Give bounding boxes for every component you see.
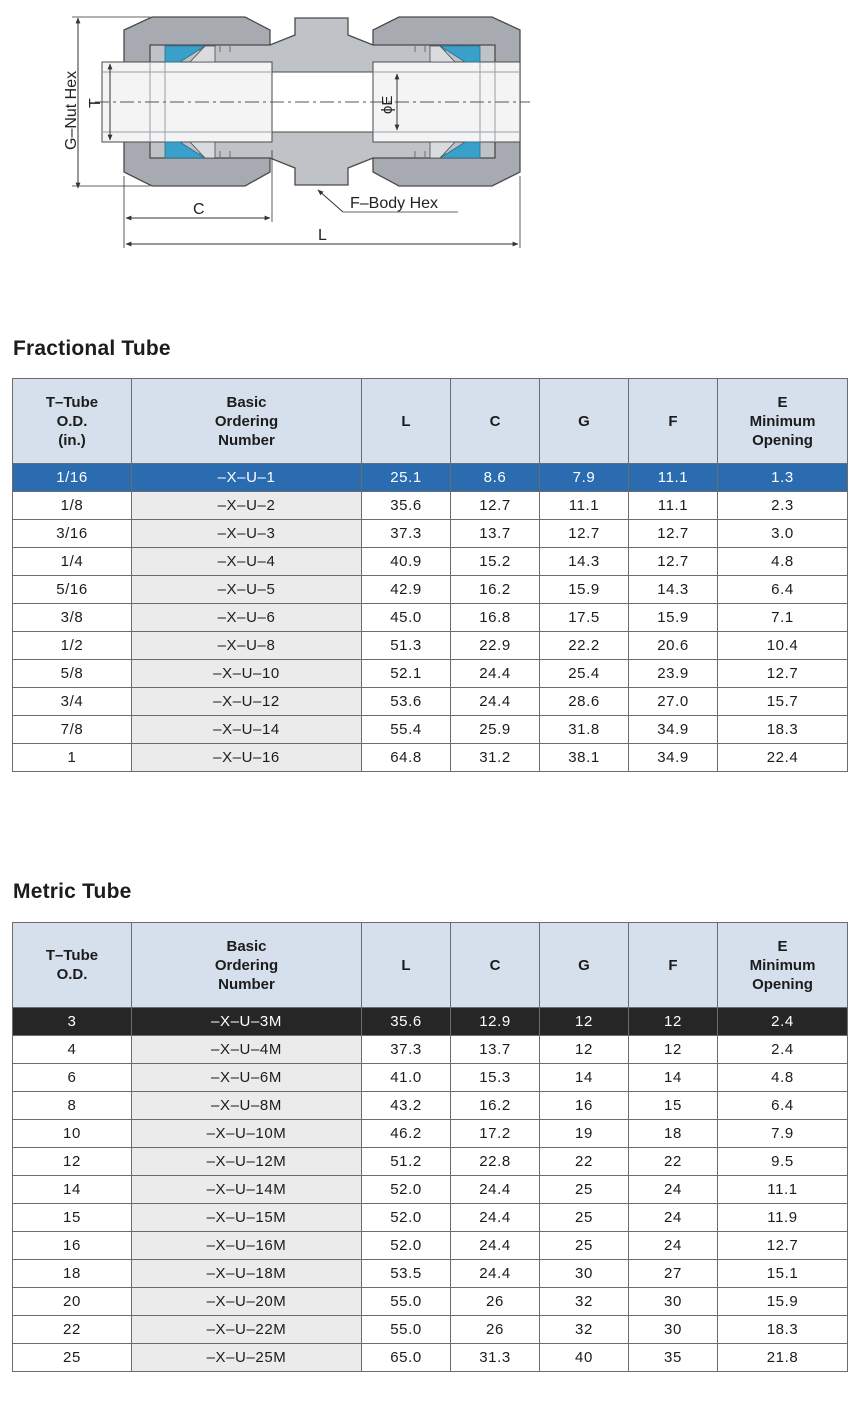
cell-c: 24.4 <box>451 660 540 688</box>
cell-g: 32 <box>540 1316 629 1344</box>
cell-g: 22 <box>540 1148 629 1176</box>
cell-l: 52.1 <box>362 660 451 688</box>
cell-e-min-opening: 15.9 <box>718 1288 848 1316</box>
table-row <box>13 548 848 576</box>
cell-f: 14.3 <box>629 576 718 604</box>
header-l: L <box>362 379 451 464</box>
cell-tube-od: 5/8 <box>13 660 132 688</box>
t-label: T <box>87 98 104 108</box>
table-row <box>13 1344 848 1372</box>
cell-e-min-opening: 15.7 <box>718 688 848 716</box>
cell-f: 12.7 <box>629 548 718 576</box>
table-header-row <box>13 379 848 464</box>
header-e-min-opening: E Minimum Opening <box>718 379 848 464</box>
cell-l: 55.0 <box>362 1288 451 1316</box>
cell-g: 25 <box>540 1232 629 1260</box>
cell-tube-od: 1/4 <box>13 548 132 576</box>
cell-e-min-opening: 2.4 <box>718 1036 848 1064</box>
cell-g: 25 <box>540 1204 629 1232</box>
cell-tube-od: 1/16 <box>13 464 132 492</box>
cell-l: 25.1 <box>362 464 451 492</box>
cell-tube-od: 10 <box>13 1120 132 1148</box>
table-row <box>13 576 848 604</box>
metric-tube-table <box>12 922 848 1372</box>
cell-ordering-number: –X–U–8M <box>132 1092 362 1120</box>
cell-c: 25.9 <box>451 716 540 744</box>
cell-l: 65.0 <box>362 1344 451 1372</box>
cell-ordering-number: –X–U–6 <box>132 604 362 632</box>
cell-f: 12.7 <box>629 520 718 548</box>
cell-e-min-opening: 2.4 <box>718 1008 848 1036</box>
cell-tube-od: 4 <box>13 1036 132 1064</box>
cell-l: 37.3 <box>362 1036 451 1064</box>
cell-c: 13.7 <box>451 520 540 548</box>
table-row <box>13 716 848 744</box>
cell-tube-od: 20 <box>13 1288 132 1316</box>
cell-ordering-number: –X–U–18M <box>132 1260 362 1288</box>
cell-c: 24.4 <box>451 1176 540 1204</box>
table-row <box>13 1092 848 1120</box>
cell-ordering-number: –X–U–10 <box>132 660 362 688</box>
cell-l: 55.0 <box>362 1316 451 1344</box>
cell-l: 52.0 <box>362 1204 451 1232</box>
cell-g: 16 <box>540 1092 629 1120</box>
cell-tube-od: 22 <box>13 1316 132 1344</box>
cell-e-min-opening: 18.3 <box>718 1316 848 1344</box>
cell-e-min-opening: 6.4 <box>718 576 848 604</box>
cell-c: 26 <box>451 1316 540 1344</box>
cell-ordering-number: –X–U–25M <box>132 1344 362 1372</box>
cell-g: 14 <box>540 1064 629 1092</box>
cell-ordering-number: –X–U–4M <box>132 1036 362 1064</box>
cell-g: 15.9 <box>540 576 629 604</box>
cell-g: 28.6 <box>540 688 629 716</box>
table-row <box>13 1288 848 1316</box>
cell-g: 22.2 <box>540 632 629 660</box>
cell-c: 13.7 <box>451 1036 540 1064</box>
cell-l: 55.4 <box>362 716 451 744</box>
cell-f: 24 <box>629 1176 718 1204</box>
cell-c: 16.2 <box>451 576 540 604</box>
header-e-min-opening: E Minimum Opening <box>718 923 848 1008</box>
cell-f: 24 <box>629 1204 718 1232</box>
cell-l: 40.9 <box>362 548 451 576</box>
table-row <box>13 1036 848 1064</box>
table-row <box>13 1008 848 1036</box>
header-tube-od: T–Tube O.D. <box>13 923 132 1008</box>
cell-e-min-opening: 12.7 <box>718 660 848 688</box>
cell-ordering-number: –X–U–5 <box>132 576 362 604</box>
table-row <box>13 1064 848 1092</box>
cell-e-min-opening: 7.9 <box>718 1120 848 1148</box>
cell-e-min-opening: 4.8 <box>718 1064 848 1092</box>
cell-f: 30 <box>629 1316 718 1344</box>
header-c: C <box>451 923 540 1008</box>
cell-f: 34.9 <box>629 744 718 772</box>
cell-ordering-number: –X–U–1 <box>132 464 362 492</box>
table-row <box>13 1260 848 1288</box>
cell-ordering-number: –X–U–15M <box>132 1204 362 1232</box>
cell-l: 52.0 <box>362 1176 451 1204</box>
cell-l: 53.6 <box>362 688 451 716</box>
cell-ordering-number: –X–U–14M <box>132 1176 362 1204</box>
cell-g: 11.1 <box>540 492 629 520</box>
cell-ordering-number: –X–U–10M <box>132 1120 362 1148</box>
cell-c: 26 <box>451 1288 540 1316</box>
cell-tube-od: 5/16 <box>13 576 132 604</box>
header-ordering-number: Basic Ordering Number <box>132 923 362 1008</box>
cell-g: 30 <box>540 1260 629 1288</box>
cell-c: 15.3 <box>451 1064 540 1092</box>
cell-tube-od: 8 <box>13 1092 132 1120</box>
cell-c: 31.2 <box>451 744 540 772</box>
header-f: F <box>629 379 718 464</box>
header-g: G <box>540 379 629 464</box>
table-row <box>13 604 848 632</box>
cell-g: 19 <box>540 1120 629 1148</box>
cell-f: 12 <box>629 1008 718 1036</box>
table-row <box>13 1120 848 1148</box>
cell-tube-od: 12 <box>13 1148 132 1176</box>
cell-ordering-number: –X–U–14 <box>132 716 362 744</box>
cell-ordering-number: –X–U–20M <box>132 1288 362 1316</box>
cell-g: 38.1 <box>540 744 629 772</box>
cell-tube-od: 3/16 <box>13 520 132 548</box>
cell-g: 12.7 <box>540 520 629 548</box>
cell-f: 23.9 <box>629 660 718 688</box>
cell-e-min-opening: 18.3 <box>718 716 848 744</box>
cell-tube-od: 3/4 <box>13 688 132 716</box>
cell-tube-od: 15 <box>13 1204 132 1232</box>
cell-tube-od: 3/8 <box>13 604 132 632</box>
cell-l: 41.0 <box>362 1064 451 1092</box>
cell-e-min-opening: 7.1 <box>718 604 848 632</box>
cell-g: 14.3 <box>540 548 629 576</box>
cell-ordering-number: –X–U–22M <box>132 1316 362 1344</box>
cell-ordering-number: –X–U–6M <box>132 1064 362 1092</box>
cell-e-min-opening: 15.1 <box>718 1260 848 1288</box>
table-row <box>13 1148 848 1176</box>
cell-c: 12.7 <box>451 492 540 520</box>
cell-tube-od: 6 <box>13 1064 132 1092</box>
cell-l: 35.6 <box>362 492 451 520</box>
table-row <box>13 660 848 688</box>
table-row <box>13 1232 848 1260</box>
c-label: C <box>193 201 205 218</box>
cell-g: 17.5 <box>540 604 629 632</box>
cell-c: 31.3 <box>451 1344 540 1372</box>
cell-ordering-number: –X–U–16M <box>132 1232 362 1260</box>
fractional-tube-table <box>12 378 848 772</box>
union-fitting-diagram <box>0 0 865 300</box>
header-c: C <box>451 379 540 464</box>
cell-c: 24.4 <box>451 1204 540 1232</box>
cell-e-min-opening: 12.7 <box>718 1232 848 1260</box>
header-g: G <box>540 923 629 1008</box>
cell-e-min-opening: 22.4 <box>718 744 848 772</box>
cell-g: 31.8 <box>540 716 629 744</box>
cell-g: 25.4 <box>540 660 629 688</box>
cell-g: 32 <box>540 1288 629 1316</box>
cell-f: 14 <box>629 1064 718 1092</box>
cell-f: 11.1 <box>629 492 718 520</box>
table-row <box>13 1316 848 1344</box>
cell-c: 16.8 <box>451 604 540 632</box>
table-header-row <box>13 923 848 1008</box>
cell-l: 53.5 <box>362 1260 451 1288</box>
cell-g: 40 <box>540 1344 629 1372</box>
header-f: F <box>629 923 718 1008</box>
cell-ordering-number: –X–U–4 <box>132 548 362 576</box>
cell-l: 51.2 <box>362 1148 451 1176</box>
fractional-tube-title: Fractional Tube <box>13 337 171 360</box>
cell-ordering-number: –X–U–2 <box>132 492 362 520</box>
table-row <box>13 688 848 716</box>
cell-tube-od: 3 <box>13 1008 132 1036</box>
cell-l: 52.0 <box>362 1232 451 1260</box>
cell-tube-od: 16 <box>13 1232 132 1260</box>
header-tube-od: T–Tube O.D. (in.) <box>13 379 132 464</box>
cell-f: 30 <box>629 1288 718 1316</box>
cell-f: 24 <box>629 1232 718 1260</box>
cell-ordering-number: –X–U–3 <box>132 520 362 548</box>
cell-l: 51.3 <box>362 632 451 660</box>
metric-tube-title: Metric Tube <box>13 880 132 903</box>
cell-e-min-opening: 11.1 <box>718 1176 848 1204</box>
cell-c: 24.4 <box>451 688 540 716</box>
cell-c: 22.8 <box>451 1148 540 1176</box>
cell-f: 35 <box>629 1344 718 1372</box>
header-l: L <box>362 923 451 1008</box>
table-row <box>13 464 848 492</box>
l-label: L <box>318 227 327 244</box>
cell-tube-od: 18 <box>13 1260 132 1288</box>
cell-tube-od: 7/8 <box>13 716 132 744</box>
cell-ordering-number: –X–U–16 <box>132 744 362 772</box>
cell-l: 46.2 <box>362 1120 451 1148</box>
cell-e-min-opening: 9.5 <box>718 1148 848 1176</box>
table-row <box>13 520 848 548</box>
cell-ordering-number: –X–U–3M <box>132 1008 362 1036</box>
cell-e-min-opening: 2.3 <box>718 492 848 520</box>
cell-c: 15.2 <box>451 548 540 576</box>
cell-e-min-opening: 1.3 <box>718 464 848 492</box>
cell-f: 34.9 <box>629 716 718 744</box>
cell-e-min-opening: 11.9 <box>718 1204 848 1232</box>
cell-tube-od: 1/2 <box>13 632 132 660</box>
f-body-hex-label: F–Body Hex <box>350 195 439 212</box>
cell-l: 43.2 <box>362 1092 451 1120</box>
cell-l: 37.3 <box>362 520 451 548</box>
cell-e-min-opening: 4.8 <box>718 548 848 576</box>
table-row <box>13 1204 848 1232</box>
cell-c: 24.4 <box>451 1232 540 1260</box>
cell-l: 42.9 <box>362 576 451 604</box>
cell-e-min-opening: 10.4 <box>718 632 848 660</box>
table-row <box>13 1176 848 1204</box>
cell-ordering-number: –X–U–12M <box>132 1148 362 1176</box>
phi-e-label: ϕE <box>379 95 396 114</box>
cell-g: 12 <box>540 1036 629 1064</box>
cell-ordering-number: –X–U–12 <box>132 688 362 716</box>
cell-e-min-opening: 3.0 <box>718 520 848 548</box>
cell-f: 22 <box>629 1148 718 1176</box>
cell-l: 45.0 <box>362 604 451 632</box>
cell-tube-od: 1 <box>13 744 132 772</box>
table-row <box>13 632 848 660</box>
cell-f: 11.1 <box>629 464 718 492</box>
cell-c: 22.9 <box>451 632 540 660</box>
cell-tube-od: 14 <box>13 1176 132 1204</box>
cell-g: 7.9 <box>540 464 629 492</box>
table-row <box>13 492 848 520</box>
cell-f: 27 <box>629 1260 718 1288</box>
cell-f: 12 <box>629 1036 718 1064</box>
cell-tube-od: 1/8 <box>13 492 132 520</box>
cell-f: 15.9 <box>629 604 718 632</box>
cell-e-min-opening: 6.4 <box>718 1092 848 1120</box>
cell-f: 18 <box>629 1120 718 1148</box>
cell-ordering-number: –X–U–8 <box>132 632 362 660</box>
cell-g: 12 <box>540 1008 629 1036</box>
gnut-hex-label: G–Nut Hex <box>63 70 80 150</box>
cell-c: 24.4 <box>451 1260 540 1288</box>
cell-g: 25 <box>540 1176 629 1204</box>
cell-l: 35.6 <box>362 1008 451 1036</box>
cell-c: 17.2 <box>451 1120 540 1148</box>
cell-f: 15 <box>629 1092 718 1120</box>
cell-c: 12.9 <box>451 1008 540 1036</box>
cell-e-min-opening: 21.8 <box>718 1344 848 1372</box>
cell-tube-od: 25 <box>13 1344 132 1372</box>
cell-f: 27.0 <box>629 688 718 716</box>
cell-c: 8.6 <box>451 464 540 492</box>
table-row <box>13 744 848 772</box>
cell-c: 16.2 <box>451 1092 540 1120</box>
cell-f: 20.6 <box>629 632 718 660</box>
header-ordering-number: Basic Ordering Number <box>132 379 362 464</box>
cell-l: 64.8 <box>362 744 451 772</box>
